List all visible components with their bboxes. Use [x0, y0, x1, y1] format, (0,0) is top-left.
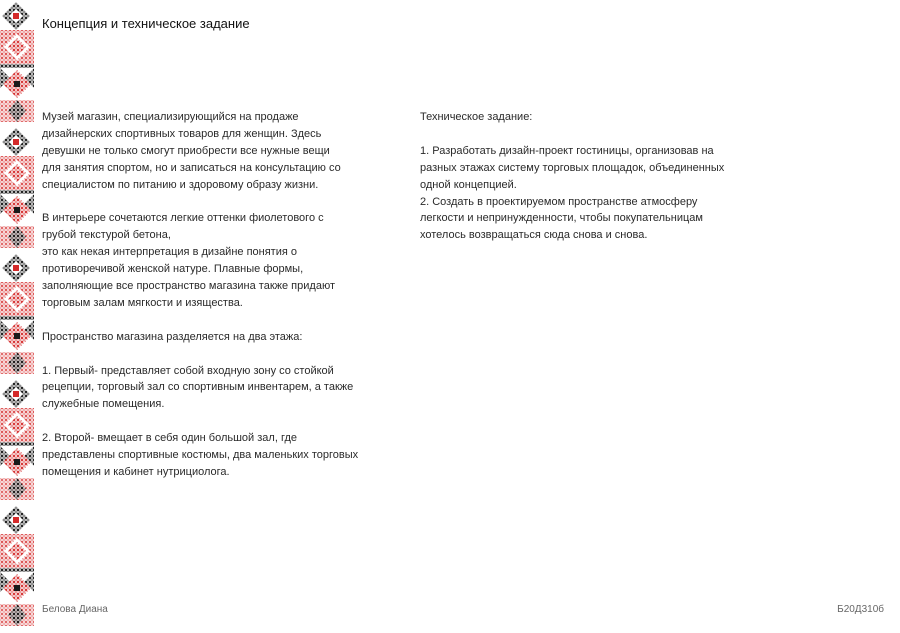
text-line: помещения и кабинет нутрициолога. — [42, 465, 230, 478]
text-line: противоречивой женской натуре. Плавные формы, — [42, 263, 304, 276]
technical-task-heading: Техническое задание: — [420, 111, 533, 123]
group-code: Б20Д310б — [837, 604, 884, 615]
text-line: разных этажах систему торговых площадок, объединенных — [420, 161, 725, 174]
text-line: служебные помещения. — [42, 398, 165, 411]
text-line: специалистом по питанию и здоровому образу жизни. — [42, 178, 319, 191]
text-line: одной концепцией. — [420, 178, 517, 191]
text-line: 2. Создать в проектируемом пространстве атмосферу — [420, 195, 698, 208]
text-line: это как некая интерпретация в дизайне понятия о — [42, 246, 297, 259]
text-line: грубой текстурой бетона, — [42, 229, 171, 242]
concept-column — [42, 109, 412, 481]
text-line: Музей магазин, специализирующийся на продаже — [42, 111, 299, 123]
concept-floor-1 — [42, 363, 412, 414]
page-title: Концепция и техническое задание — [42, 16, 250, 31]
text-line: для занятия спортом, но и записаться на консультацию со — [42, 161, 341, 174]
text-line: легкости и непринужденности, чтобы покупательницам — [420, 212, 703, 225]
text-line: 1. Первый- представляет собой входную зону со стойкой — [42, 364, 334, 377]
embroidery-ornament-border — [0, 0, 35, 633]
text-line: заполняющие все пространство магазина также придают — [42, 280, 335, 293]
text-line: торговым залам мягкости и изящества. — [42, 296, 243, 309]
text-line: дизайнерских спортивных товаров для женщин. Здесь — [42, 127, 322, 140]
text-line: представлены спортивные костюмы, два маленьких торговых — [42, 449, 359, 462]
concept-paragraph-floors — [42, 329, 412, 346]
text-line: девушки не только смогут приобрести все нужные вещи — [42, 144, 330, 157]
author-name: Белова Диана — [42, 604, 108, 615]
concept-paragraph-intro — [42, 109, 412, 194]
concept-paragraph-interior — [42, 210, 412, 311]
text-line: хотелось возвращаться сюда снова и снова. — [420, 229, 648, 242]
technical-task-column — [420, 109, 800, 244]
text-line: Пространство магазина разделяется на два этажа: — [42, 330, 303, 343]
text-line: В интерьере сочетаются легкие оттенки фиолетового с — [42, 212, 324, 225]
text-line: рецепции, торговый зал со спортивным инвентарем, а также — [42, 381, 354, 394]
concept-floor-2 — [42, 430, 412, 481]
text-line: 1. Разработать дизайн-проект гостиницы, организовав на — [420, 144, 714, 157]
text-line: 2. Второй- вмещает в себя один большой зал, где — [42, 432, 297, 445]
